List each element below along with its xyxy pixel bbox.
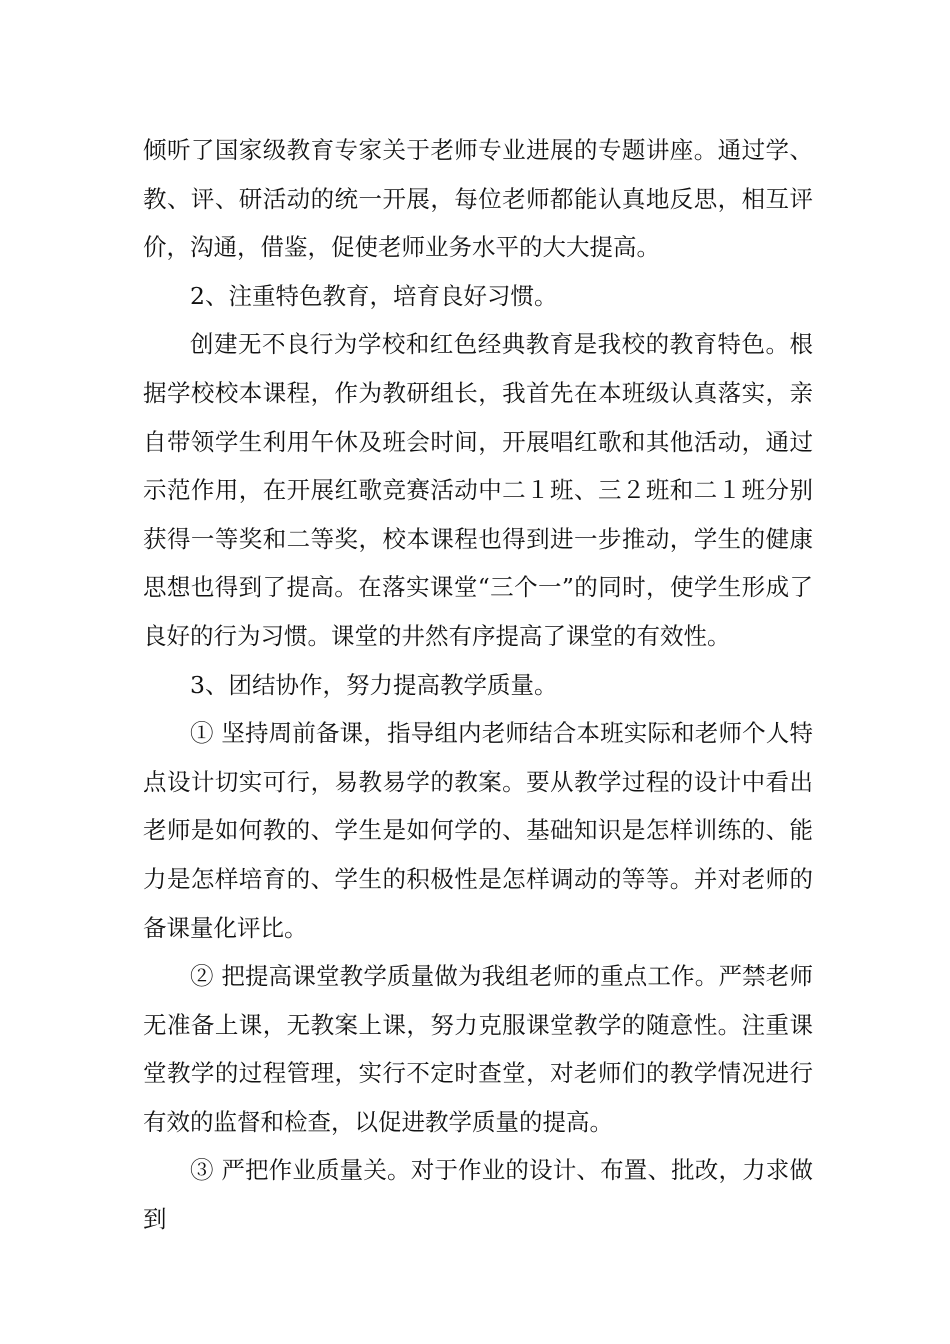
document-body [143, 126, 813, 1244]
paragraph-heading-3: 3、团结协作，努力提高教学质量。 [190, 670, 558, 699]
paragraph-item-1: ① 坚持周前备课，指导组内老师结合本班实际和老师个人特点设计切实可行，易教易学的教案。要从教学过程的设计中看出老师是如何教的、学生是如何学的、基础知识是怎样训练的、能力是怎样培育的、学生的积极性是怎样调动的等等。并对老师的备课量化评比。 [143, 719, 813, 942]
paragraph-intro-continuation: 倾听了国家级教育专家关于老师专业进展的专题讲座。通过学、教、评、研活动的统一开展，每位老师都能认真地反思，相互评价，沟通，借鉴，促使老师业务水平的大大提高。 [143, 136, 813, 262]
paragraph-special-education: 创建无不良行为学校和红色经典教育是我校的教育特色。根据学校校本课程，作为教研组长，我首先在本班级认真落实，亲自带领学生利用午休及班会时间，开展唱红歌和其他活动，通过示范作用，在开展红歌竞赛活动中二１班、三２班和二１班分别获得一等奖和二等奖，校本课程也得到进一步推动，学生的健康思想也得到了提高。在落实课堂“三个一”的同时，使学生形成了良好的行为习惯。课堂的井然有序提高了课堂的有效性。 [143, 330, 813, 650]
paragraph-item-3: ③ 严把作业质量关。对于作业的设计、布置、批改，力求做到 [143, 1156, 813, 1234]
paragraph-item-2: ② 把提高课堂教学质量做为我组老师的重点工作。严禁老师无准备上课，无教案上课，努力克服课堂教学的随意性。注重课堂教学的过程管理，实行不定时查堂，对老师们的教学情况进行有效的监督和检查，以促进教学质量的提高。 [143, 962, 813, 1136]
paragraph-heading-2: 2、注重特色教育，培育良好习惯。 [190, 281, 558, 310]
